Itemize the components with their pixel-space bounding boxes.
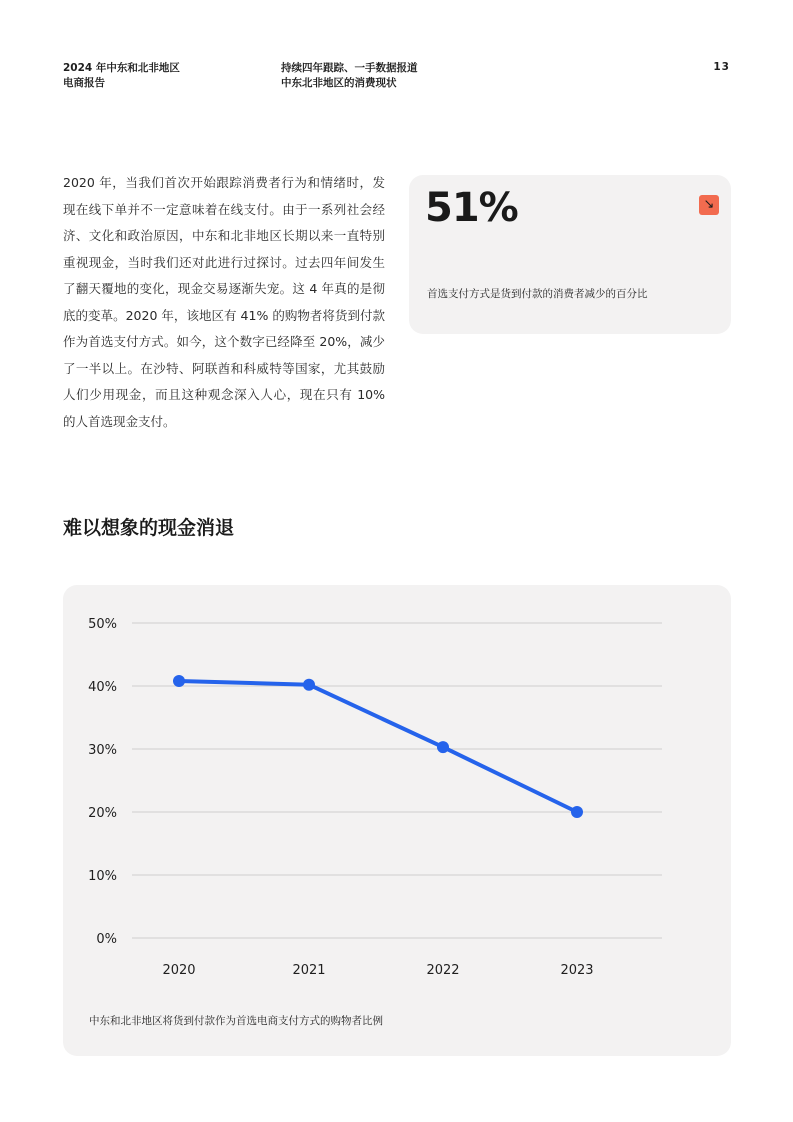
- y-axis-ticks: [88, 617, 117, 947]
- series-line: [179, 681, 577, 812]
- report-title-line2: 电商报告: [63, 77, 105, 89]
- x-axis-ticks: [162, 963, 593, 978]
- x-tick-label: 2020: [162, 963, 196, 978]
- arrow-down-right-icon: ↘: [699, 195, 719, 215]
- chapter-title-header: [281, 61, 418, 91]
- section-title: 难以想象的现金消退: [63, 517, 235, 539]
- y-tick-label: 10%: [88, 869, 117, 884]
- chart-card: [63, 585, 731, 1056]
- report-title-line1: 2024 年中东和北非地区: [63, 62, 180, 74]
- data-point: [437, 741, 449, 753]
- series-points: [173, 675, 583, 818]
- stat-card: [409, 175, 731, 334]
- chapter-title-line2: 中东北非地区的消费现状: [281, 77, 397, 89]
- x-tick-label: 2021: [292, 963, 326, 978]
- data-point: [303, 679, 315, 691]
- body-paragraph: 2020 年，当我们首次开始跟踪消费者行为和情绪时，发现在线下单并不一定意味着在线支付。由于一系列社会经济、文化和政治原因，中东和北非地区长期以来一直特别重视现金，当时我们还对此进行过探讨。过去四年间发生了翻天覆地的变化，现金交易逐渐失宠。这 4 年真的是彻底的变革。2020 年，该地区有 41% 的购物者将货到付款作为首选支付方式。如今，这个数字已经降至 20%，减少了一半以上。在沙特、阿联酋和科威特等国家，尤其鼓励人们少用现金，而且这种观念深入人心，现在只有 10% 的人首选现金支付。: [63, 175, 385, 429]
- y-tick-label: 50%: [88, 617, 117, 632]
- y-tick-label: 0%: [96, 932, 117, 947]
- y-tick-label: 20%: [88, 806, 117, 821]
- x-tick-label: 2023: [560, 963, 594, 978]
- x-tick-label: 2022: [426, 963, 460, 978]
- report-title-header: [63, 61, 180, 91]
- data-point: [173, 675, 185, 687]
- data-point: [571, 806, 583, 818]
- y-tick-label: 30%: [88, 743, 117, 758]
- chart-grid: [132, 623, 662, 938]
- chapter-title-line1: 持续四年跟踪、一手数据报道: [281, 62, 418, 74]
- stat-value: 51%: [425, 185, 518, 231]
- page-number: 13: [713, 61, 730, 73]
- stat-caption: 首选支付方式是货到付款的消费者减少的百分比: [427, 288, 648, 300]
- line-chart: [63, 585, 731, 1005]
- y-tick-label: 40%: [88, 680, 117, 695]
- chart-caption: 中东和北非地区将货到付款作为首选电商支付方式的购物者比例: [89, 1015, 383, 1027]
